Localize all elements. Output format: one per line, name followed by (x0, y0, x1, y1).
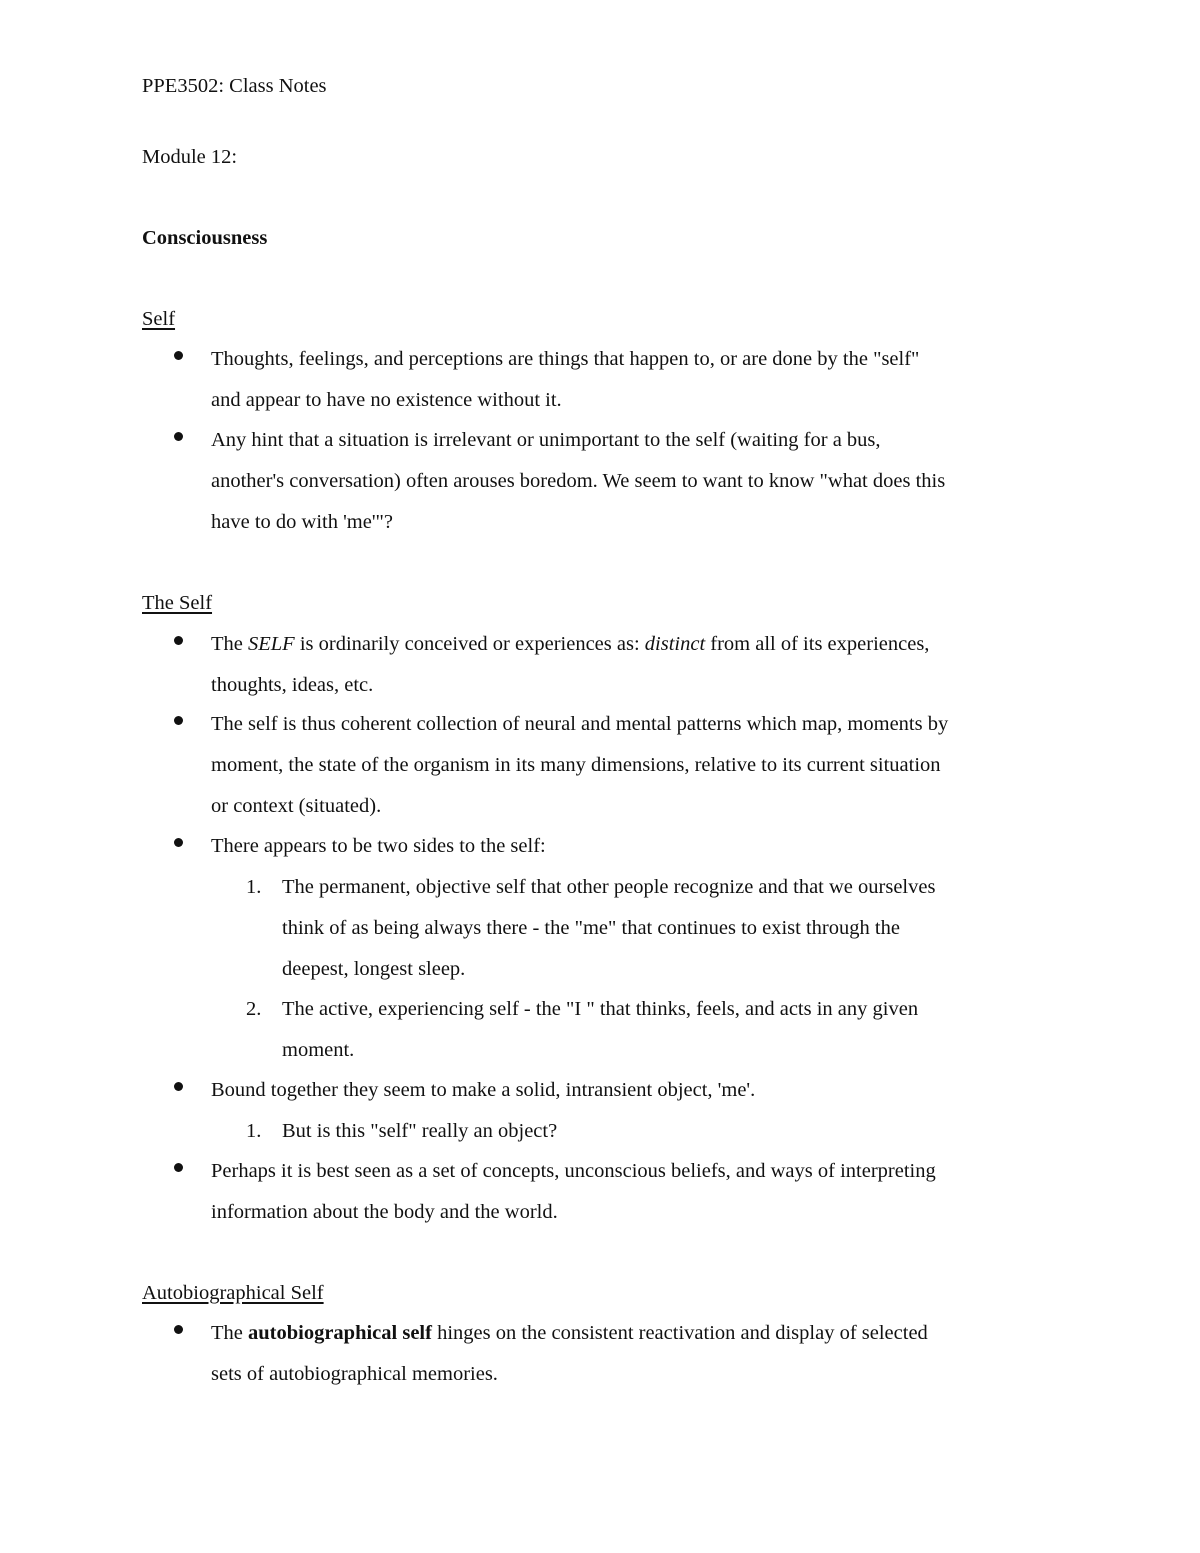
bullet-icon (174, 1163, 183, 1172)
list-number: 1. (246, 1120, 262, 1142)
text-run: The (211, 1322, 248, 1344)
the-self-bullet-2-line-1: The self is thus coherent collection of neural and mental patterns which map, moments by (211, 713, 949, 735)
course-title: PPE3502: Class Notes (142, 75, 327, 97)
self-bullet-1-line-2: and appear to have no existence without it. (211, 389, 562, 411)
self-bullet-2-line-2: another's conversation) often arouses boredom. We seem to want to know "what does this (211, 470, 946, 492)
bullet-icon (174, 351, 183, 360)
bullet-icon (174, 838, 183, 847)
text-run: is ordinarily conceived or experiences as: (294, 633, 645, 655)
italic-self-term: SELF (248, 633, 295, 655)
section-heading-autobiographical-self: Autobiographical Self (142, 1282, 324, 1304)
sub-item-2-line-1: The active, experiencing self - the "I " that thinks, feels, and acts in any given (282, 998, 919, 1020)
sub-item-2-line-2: moment. (282, 1039, 355, 1061)
bullet-icon (174, 1325, 183, 1334)
self-bullet-1-line-1: Thoughts, feelings, and perceptions are things that happen to, or are done by the "self" (211, 348, 920, 370)
the-self-bullet-5-line-1: Perhaps it is best seen as a set of concepts, unconscious beliefs, and ways of interpreting (211, 1160, 936, 1182)
text-run: from all of its experiences, (705, 633, 930, 655)
autobio-bullet-1-line-1 (211, 1319, 928, 1347)
list-number: 1. (246, 876, 262, 898)
text-run: hinges on the consistent reactivation and display of selected (431, 1322, 928, 1344)
sub-item-3-line-1: But is this "self" really an object? (282, 1120, 558, 1142)
module-label: Module 12: (142, 146, 238, 168)
italic-distinct-term: distinct (644, 633, 706, 655)
self-bullet-2-line-3: have to do with 'me'"? (211, 511, 393, 533)
the-self-bullet-1-line-2: thoughts, ideas, etc. (211, 674, 374, 696)
the-self-bullet-3: There appears to be two sides to the self: (211, 835, 546, 857)
the-self-bullet-4: Bound together they seem to make a solid, intransient object, 'me'. (211, 1079, 756, 1101)
list-number: 2. (246, 998, 262, 1020)
sub-item-1-line-2: think of as being always there - the "me" that continues to exist through the (282, 917, 900, 939)
the-self-bullet-2-line-2: moment, the state of the organism in its many dimensions, relative to its current situation (211, 754, 941, 776)
the-self-bullet-5-line-2: information about the body and the world. (211, 1201, 558, 1223)
section-heading-the-self: The Self (142, 592, 213, 614)
autobio-bullet-1-line-2: sets of autobiographical memories. (211, 1363, 498, 1385)
the-self-bullet-2-line-3: or context (situated). (211, 795, 382, 817)
page-title: Consciousness (142, 227, 268, 249)
sub-item-1-line-1: The permanent, objective self that other people recognize and that we ourselves (282, 876, 936, 898)
text-run: The (211, 633, 248, 655)
section-heading-self: Self (142, 308, 176, 330)
bullet-icon (174, 636, 183, 645)
bullet-icon (174, 716, 183, 725)
bold-term: autobiographical self (248, 1322, 432, 1344)
bullet-icon (174, 1082, 183, 1091)
bullet-icon (174, 432, 183, 441)
sub-item-1-line-3: deepest, longest sleep. (282, 958, 466, 980)
self-bullet-2-line-1: Any hint that a situation is irrelevant or unimportant to the self (waiting for a bus, (211, 429, 881, 451)
the-self-bullet-1-line-1 (211, 630, 929, 658)
